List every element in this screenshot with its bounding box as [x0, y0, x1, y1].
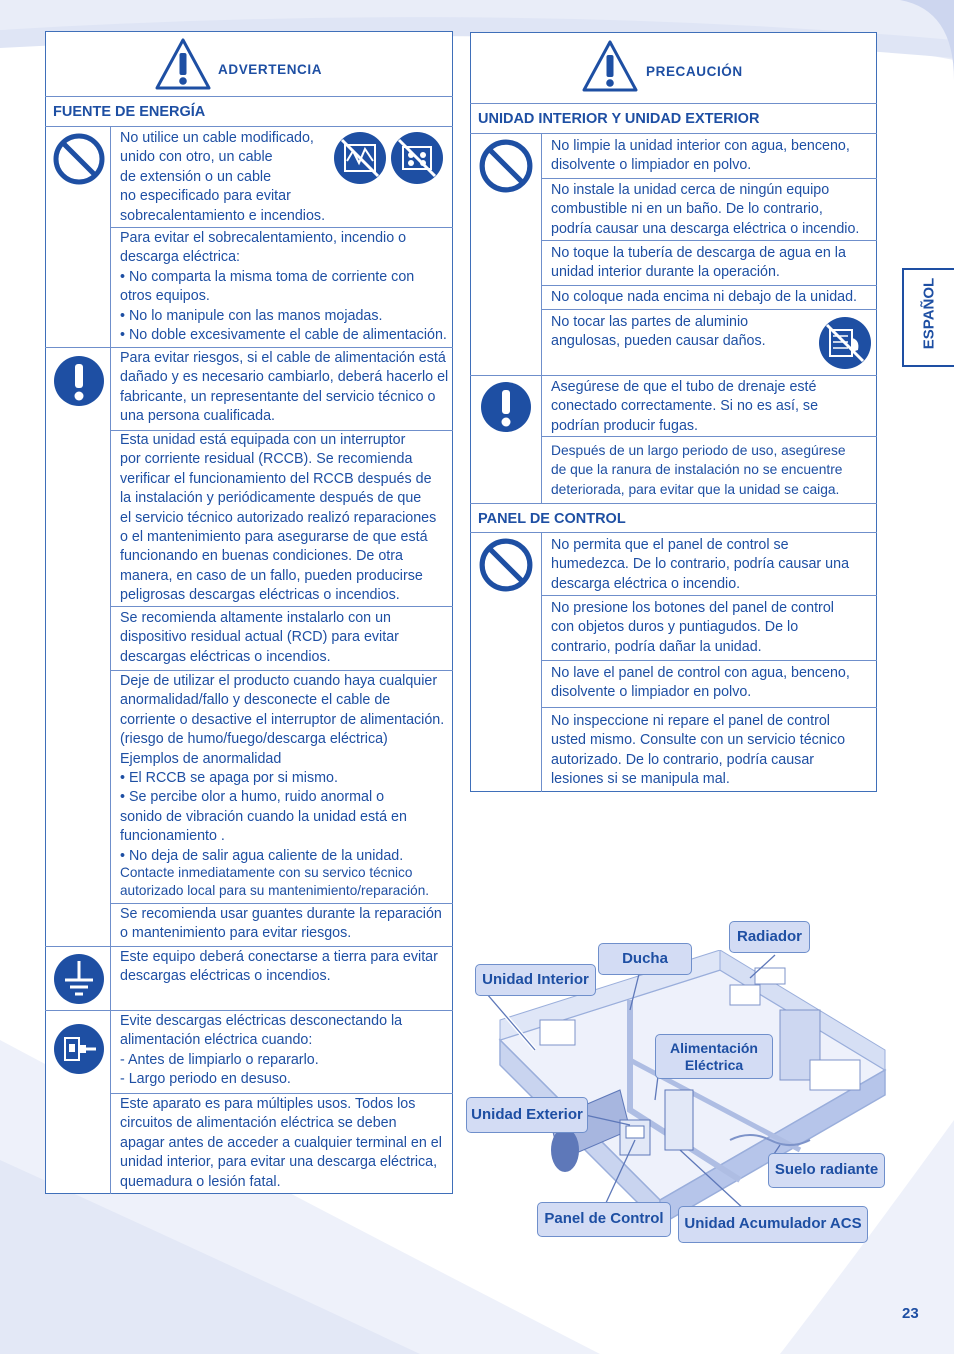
control-row-2: No presione los botones del panel de control con objetos duros y puntiagudos. De lo contrario, podría dañar la unidad. [551, 600, 834, 655]
left-row-8: Este equipo deberá conectarse a tierra para evitar descargas eléctricas o incendios. [120, 949, 438, 985]
control-row-4: No inspeccione ni repare el panel de control usted mismo. Consulte con un servicio técnico autorizado. De lo contrario, podría causar lesiones si se manipula mal. [551, 713, 846, 788]
caution-triangle-icon [581, 39, 639, 93]
caution-header: PRECAUCIÓN [646, 64, 743, 79]
label-suelo-radiante: Suelo radiante [768, 1153, 885, 1188]
no-touch-fins-icon [818, 316, 872, 370]
section-control-panel: PANEL DE CONTROL [478, 511, 626, 527]
label-radiador: Radiador [729, 921, 810, 953]
mandatory-icon [479, 380, 533, 434]
left-row-6: Deje de utilizar el producto cuando haya cualquier anormalidad/fallo y desconecte el cable de corriente o desactive el interruptor de alimentación. (riesgo de humo/fuego/descarga eléctrica) Ejemplos de anormalidad • El RCCB se apaga por si mismo. • Se percibe olor a humo, ruido anormal o sonido de vibración cuando la unidad está en funcionamiento . • No deja de salir agua caliente de la unidad. [120, 673, 445, 864]
right-row-1: No limpie la unidad interior con agua, benceno, disolvente o limpiador en polvo. [551, 138, 850, 174]
right-row-4: No coloque nada encima ni debajo de la unidad. [551, 289, 858, 305]
prohibition-icon [478, 537, 534, 593]
prohibition-icon [52, 132, 106, 186]
right-row-3: No toque la tubería de descarga de agua en la unidad interior durante la operación. [551, 245, 846, 281]
control-row-1: No permita que el panel de control se humedezca. De lo contrario, podría causar una descarga eléctrica o incendio. [551, 537, 850, 592]
ground-icon [52, 952, 106, 1006]
right-row-2: No instale la unidad cerca de ningún equipo combustible ni en un baño. De lo contrario, podría causar una descarga eléctrica o incendio. [551, 182, 860, 237]
left-row-2: Para evitar el sobrecalentamiento, incendio o descarga eléctrica: • No comparta la misma toma de corriente con otros equipos. • No lo manipule con las manos mojadas. • No doble excesivamente el cable de alimentación. [120, 230, 447, 344]
language-tab-label: ESPAÑOL [920, 277, 938, 350]
prohibition-icon [478, 138, 534, 194]
right-row-5: No tocar las partes de aluminio angulosas, pueden causar daños. [551, 314, 766, 350]
label-unidad-exterior: Unidad Exterior [466, 1097, 588, 1133]
left-row-3: Para evitar riesgos, si el cable de alimentación está dañado y es necesario cambiarlo, deberá hacerlo el fabricante, un representante del servicio técnico o una persona cualificada. [120, 350, 449, 425]
section-indoor-outdoor: UNIDAD INTERIOR Y UNIDAD EXTERIOR [478, 111, 760, 127]
no-extension-cable-icon [390, 131, 444, 185]
warning-header: ADVERTENCIA [218, 62, 323, 77]
right-row-6: Asegúrese de que el tubo de drenaje esté conectado correctamente. Si no es así, se podrían producir fugas. [551, 379, 819, 434]
left-row-1: No utilice un cable modificado, unido con otro, un cable de extensión o un cable no especificado para evitar sobrecalentamiento e incendios. [120, 130, 326, 224]
left-row-7: Se recomienda usar guantes durante la reparación o mantenimiento para evitar riesgos. [120, 906, 442, 942]
label-panel-control: Panel de Control [537, 1202, 671, 1237]
unplug-icon [52, 1022, 106, 1076]
label-ducha: Ducha [598, 943, 692, 975]
page-number: 23 [902, 1305, 919, 1322]
left-row-9: Evite descargas eléctricas desconectando la alimentación eléctrica cuando: - Antes de limpiarlo o repararlo. - Largo periodo en desuso. [120, 1013, 403, 1088]
left-row-4: Esta unidad está equipada con un interruptor por corriente residual (RCCB). Se recomienda verificar el funcionamiento del RCCB después de la instalación y periódicamente después de que el servicio técnico autorizado realizó reparaciones o el mantenimiento para asegurarse de que está funcionando en buenas condiciones. De otra manera, en caso de un fallo, pueden producirse peligrosas descargas eléctricas o incendios. [120, 432, 437, 604]
label-unidad-interior: Unidad Interior [475, 964, 596, 996]
label-acumulador: Unidad Acumulador ACS [678, 1206, 868, 1243]
right-row-7: Después de un largo periodo de uso, asegúrese de que la ranura de instalación no se encuentre deteriorada, para evitar que la unidad se caiga. [551, 443, 846, 497]
no-modified-cable-icon [333, 131, 387, 185]
control-row-3: No lave el panel de control con agua, benceno, disolvente o limpiador en polvo. [551, 665, 850, 701]
warning-triangle-icon [154, 37, 212, 91]
mandatory-icon [52, 354, 106, 408]
left-row-5: Se recomienda altamente instalarlo con un dispositivo residual actual (RCD) para evitar descargas eléctricas o incendios. [120, 610, 399, 665]
section-power-source: FUENTE DE ENERGÍA [53, 104, 206, 120]
label-alimentacion: Alimentación Eléctrica [655, 1034, 773, 1079]
left-row-10: Este aparato es para múltiples usos. Todos los circuitos de alimentación eléctrica se deben apagar antes de acceder a cualquier terminal en el unidad interior, para evitar una descarga eléctrica, quemadura o lesión fatal. [120, 1096, 442, 1190]
left-row-6b: Contacte inmediatamente con su servico técnico autorizado local para su mantenimiento/reparación. [120, 865, 430, 898]
